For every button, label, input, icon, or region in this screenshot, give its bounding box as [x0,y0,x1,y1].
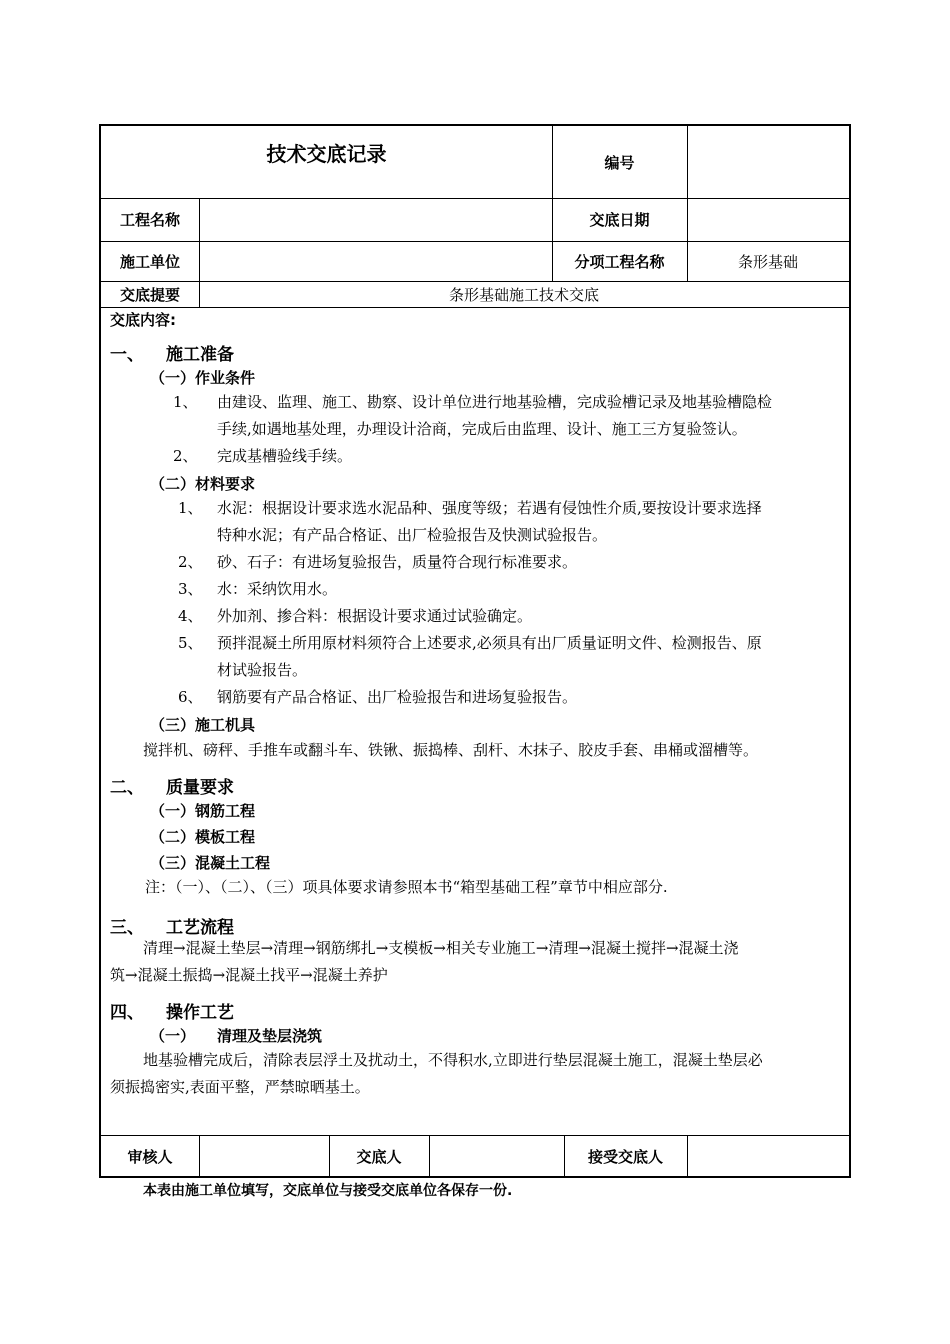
subsection-title: （一）钢筋工程 [150,802,256,820]
contractor-label: 施工单位 [119,252,180,271]
number-field[interactable] [687,126,849,198]
paragraph: 清理→混凝土垫层→清理→钢筋绑扎→支模板→相关专业施工→清理→混凝土搅拌→混凝土浇 [143,939,739,957]
footer-note: 本表由施工单位填写，交底单位与接受交底单位各保存一份. [143,1183,513,1199]
subitem-value: 条形基础 [737,252,798,271]
list-item-text: 手续,如遇地基处理，办理设计洽商，完成后由监理、设计、施工三方复验签认。 [217,420,747,438]
subsection-number: （一） [150,1027,196,1045]
subsection-title: （三）混凝土工程 [150,854,271,872]
date-field[interactable] [687,198,849,241]
discloser-label: 交底人 [356,1148,402,1166]
section-title: 施工准备 [166,345,234,365]
form-title: 技术交底记录 [266,142,387,166]
list-item-number: 1、 [173,393,198,411]
paragraph: 筑→混凝土振捣→混凝土找平→混凝土养护 [110,966,388,984]
list-item-text: 预拌混凝土所用原材料须符合上述要求,必须具有出厂质量证明文件、检测报告、原 [217,634,762,652]
list-item-number: 4、 [178,607,203,625]
list-item-text: 外加剂、掺合料：根据设计要求通过试验确定。 [217,607,533,625]
reviewer-label: 审核人 [127,1148,173,1166]
list-item-text: 由建设、监理、施工、勘察、设计单位进行地基验槽，完成验槽记录及地基验槽隐检 [217,393,773,411]
contractor-field[interactable] [199,241,552,281]
list-item-number: 2、 [173,447,198,465]
list-item-number: 2、 [178,553,203,571]
section-title: 工艺流程 [166,918,234,938]
discloser-field[interactable] [429,1135,564,1178]
section-number: 三、 [110,918,144,938]
number-label: 编号 [604,153,635,172]
subitem-label: 分项工程名称 [574,252,665,271]
subsection-title: （一）作业条件 [150,369,256,387]
receiver-field[interactable] [687,1135,849,1178]
disclosure-form [99,124,851,1178]
project-name-label: 工程名称 [119,211,180,229]
list-item-text: 材试验报告。 [217,661,308,679]
section-title: 操作工艺 [166,1003,234,1023]
reviewer-field[interactable] [199,1135,329,1178]
list-item-text: 水泥：根据设计要求选水泥品种、强度等级；若遇有侵蚀性介质,要按设计要求选择 [217,499,762,517]
paragraph: 须振捣密实,表面平整，严禁晾晒基土。 [110,1078,370,1096]
list-item-text: 钢筋要有产品合格证、出厂检验报告和进场复验报告。 [217,688,578,706]
note: 注：（一）、（二）、（三）项具体要求请参照本书“箱型基础工程”章节中相应部分. [145,878,668,896]
list-item-text: 完成基槽验线手续。 [217,447,353,465]
summary-label: 交底提要 [119,285,180,304]
content-label: 交底内容: [110,311,176,329]
section-title: 质量要求 [166,778,234,798]
list-item-text: 水：采纳饮用水。 [217,580,338,598]
paragraph: 搅拌机、磅秤、手推车或翻斗车、铁锹、振捣棒、刮杆、木抹子、胶皮手套、串桶或溜槽等。 [143,741,759,759]
list-item-number: 3、 [178,580,203,598]
project-name-field[interactable] [199,198,552,241]
subsection-title: （二）模板工程 [150,828,256,846]
subsection-title: （三）施工机具 [150,716,256,734]
list-item-number: 6、 [178,688,203,706]
paragraph: 地基验槽完成后，清除表层浮土及扰动土，不得积水,立即进行垫层混凝土施工，混凝土垫层必 [143,1051,763,1069]
section-number: 四、 [110,1003,144,1023]
list-item-number: 1、 [178,499,203,517]
row-divider [101,307,849,308]
section-number: 二、 [110,778,144,798]
summary-value: 条形基础施工技术交底 [448,285,599,304]
list-item-text: 特种水泥；有产品合格证、出厂检验报告及快测试验报告。 [217,526,608,544]
receiver-label: 接受交底人 [587,1148,663,1166]
section-number: 一、 [110,345,144,365]
date-label: 交底日期 [589,211,650,229]
list-item-text: 砂、石子：有进场复验报告，质量符合现行标准要求。 [217,553,578,571]
subsection-title: （二）材料要求 [150,475,256,493]
list-item-number: 5、 [178,634,203,652]
subsection-title: 清理及垫层浇筑 [217,1027,323,1045]
